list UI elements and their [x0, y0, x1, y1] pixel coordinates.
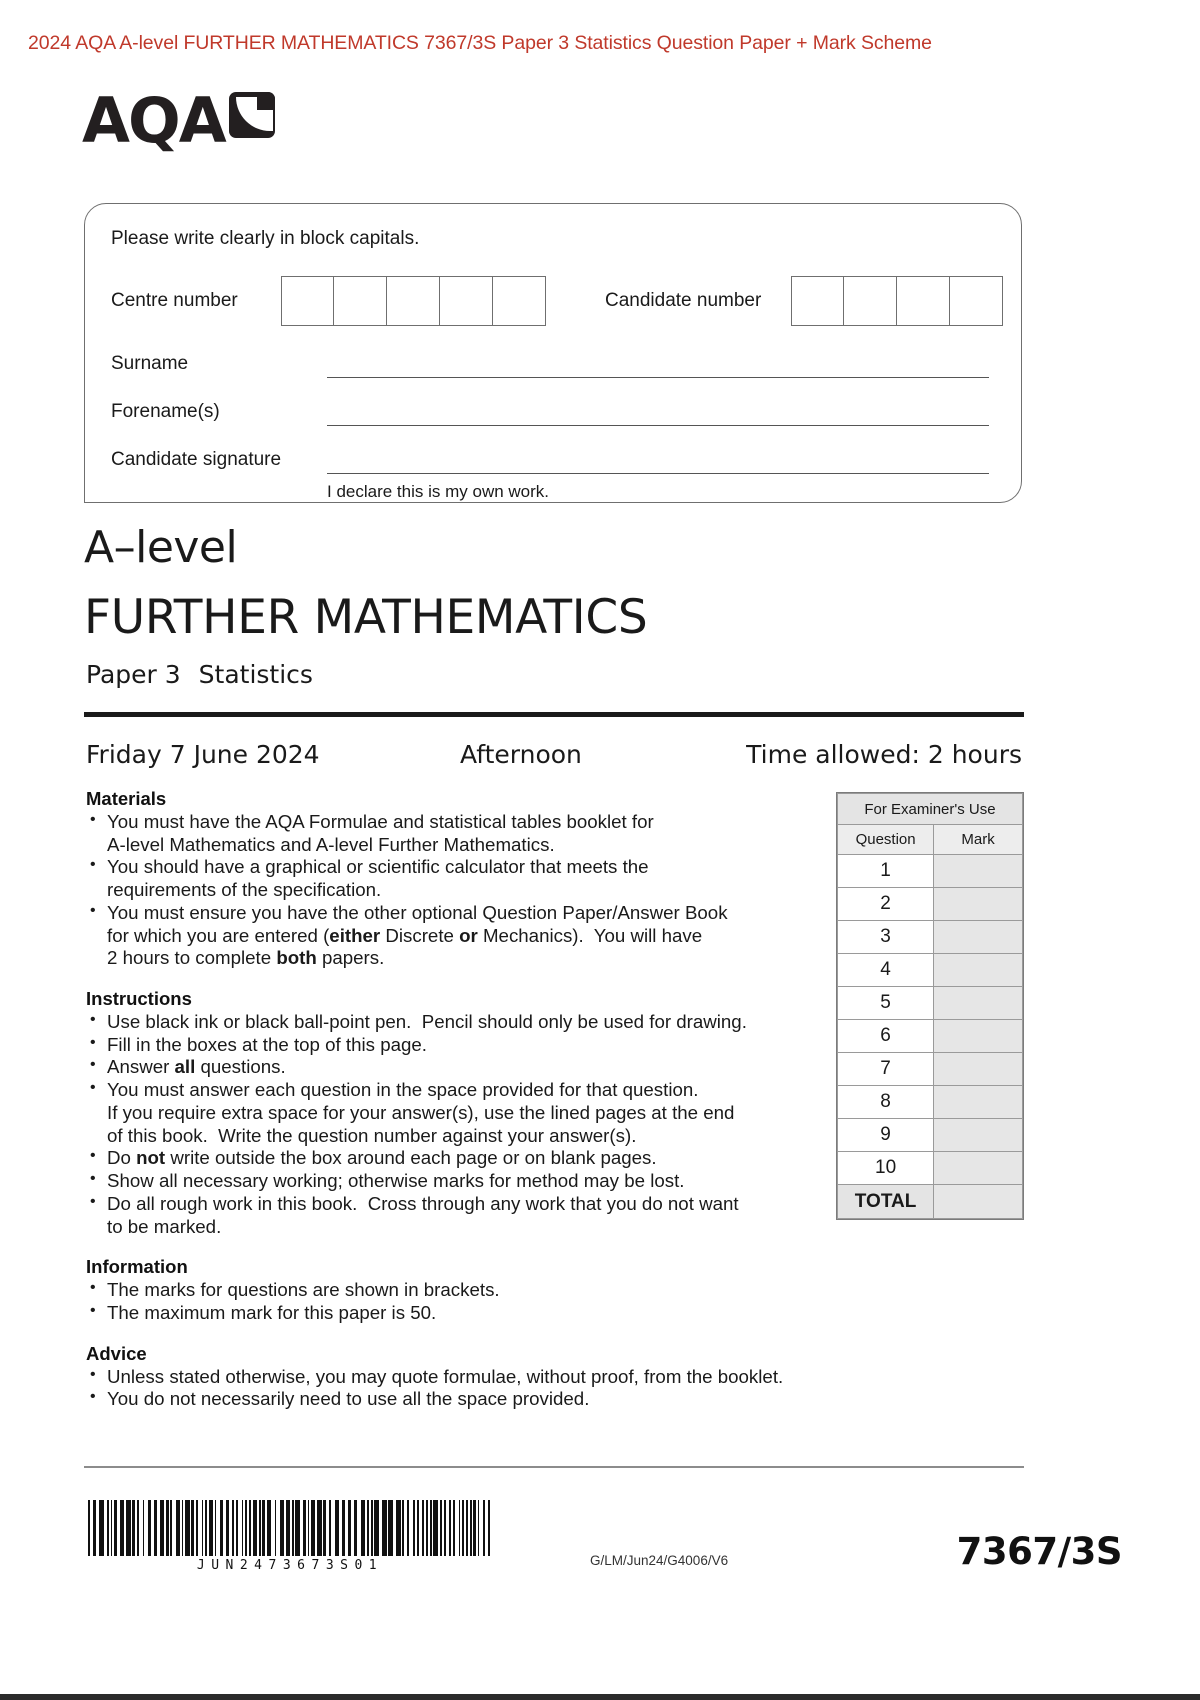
aqa-logo-wordmark: AQA — [82, 84, 225, 157]
question-number: 2 — [838, 888, 934, 921]
centre-number-cell[interactable] — [387, 276, 440, 326]
candidate-number-cell[interactable] — [844, 276, 897, 326]
materials-list — [86, 811, 822, 970]
examiner-col-mark: Mark — [934, 825, 1023, 855]
centre-number-cell[interactable] — [440, 276, 493, 326]
list-item: • Do not write outside the box around each page or on blank pages. — [86, 1147, 822, 1170]
candidate-number-cell[interactable] — [950, 276, 1003, 326]
list-item: • You must have the AQA Formulae and statistical tables booklet for A-level Mathematics and A-level Further Mathematics. — [86, 811, 822, 856]
total-mark-cell[interactable] — [934, 1185, 1023, 1219]
mark-cell[interactable] — [934, 1152, 1023, 1185]
list-item: • Show all necessary working; otherwise marks for method may be lost. — [86, 1170, 822, 1193]
mark-cell[interactable] — [934, 1020, 1023, 1053]
section-heading-information: Information — [86, 1256, 188, 1278]
advice-list — [86, 1366, 822, 1411]
signature-label: Candidate signature — [111, 449, 282, 470]
question-number: 8 — [838, 1086, 934, 1119]
centre-number-cell[interactable] — [334, 276, 387, 326]
declaration-text: I declare this is my own work. — [327, 482, 550, 501]
surname-write-line[interactable] — [327, 377, 989, 378]
table-row — [838, 1086, 1023, 1119]
table-row — [838, 855, 1023, 888]
table-row — [838, 1119, 1023, 1152]
list-item: • Unless stated otherwise, you may quote formulae, without proof, from the booklet. — [86, 1366, 822, 1389]
number-fields-row — [111, 276, 1001, 328]
barcode-digits: JUN2473673S01 — [196, 1558, 384, 1573]
title-divider — [84, 712, 1024, 717]
list-item: • The marks for questions are shown in brackets. — [86, 1279, 822, 1302]
question-number: 5 — [838, 987, 934, 1020]
exam-session: Afternoon — [460, 740, 582, 769]
candidate-number-cell[interactable] — [791, 276, 844, 326]
list-item: • You must ensure you have the other optional Question Paper/Answer Book for which you are entered (either Discrete or Mechanics). You will have 2 hours to complete both papers. — [86, 902, 822, 970]
question-number: 7 — [838, 1053, 934, 1086]
mark-cell[interactable] — [934, 1119, 1023, 1152]
table-row — [838, 1020, 1023, 1053]
mark-cell[interactable] — [934, 921, 1023, 954]
list-item: • Do all rough work in this book. Cross through any work that you do not want to be marked. — [86, 1193, 822, 1238]
list-item: • Fill in the boxes at the top of this page. — [86, 1034, 822, 1057]
table-row — [838, 1152, 1023, 1185]
mark-cell[interactable] — [934, 954, 1023, 987]
signature-field[interactable] — [111, 443, 1001, 491]
question-number: 10 — [838, 1152, 934, 1185]
list-item: • The maximum mark for this paper is 50. — [86, 1302, 822, 1325]
table-row — [838, 954, 1023, 987]
document-reference: G/LM/Jun24/G4006/V6 — [590, 1553, 729, 1568]
information-list — [86, 1279, 822, 1324]
forenames-write-line[interactable] — [327, 425, 989, 426]
centre-number-label: Centre number — [111, 290, 238, 311]
signature-write-line[interactable] — [327, 473, 989, 474]
question-number: 4 — [838, 954, 934, 987]
exam-time-allowed: Time allowed: 2 hours — [746, 740, 1022, 769]
paper-code: 7367/3S — [956, 1530, 1122, 1573]
mark-cell[interactable] — [934, 1053, 1023, 1086]
section-heading-instructions: Instructions — [86, 988, 192, 1010]
examiner-marks-table — [836, 792, 1024, 1220]
centre-number-cell[interactable] — [281, 276, 334, 326]
section-heading-materials: Materials — [86, 788, 167, 809]
aqa-logo — [82, 84, 275, 157]
table-row — [838, 888, 1023, 921]
table-row-total — [838, 1185, 1023, 1219]
centre-number-input[interactable] — [281, 276, 546, 326]
total-label: TOTAL — [838, 1185, 934, 1219]
candidate-number-group — [605, 276, 1003, 326]
question-number: 6 — [838, 1020, 934, 1053]
question-number: 9 — [838, 1119, 934, 1152]
instructions-list — [86, 1011, 822, 1238]
table-row — [838, 1053, 1023, 1086]
block-capitals-note: Please write clearly in block capitals. — [111, 228, 420, 249]
list-item: • You must answer each question in the space provided for that question. If you require extra space for your answer(s), use the lined pages at the end of this book. Write the question number against your answer(s). — [86, 1079, 822, 1147]
mark-cell[interactable] — [934, 888, 1023, 921]
forenames-label: Forename(s) — [111, 401, 220, 422]
qualification-level: A–level — [84, 522, 238, 573]
mark-cell[interactable] — [934, 987, 1023, 1020]
forenames-field[interactable] — [111, 395, 1001, 443]
listing-header-text: 2024 AQA A-level FURTHER MATHEMATICS 7367/3S Paper 3 Statistics Question Paper + Mark Scheme — [28, 32, 932, 54]
centre-number-group — [111, 276, 546, 326]
candidate-number-input[interactable] — [791, 276, 1003, 326]
paper-number: Paper 3 — [86, 660, 181, 689]
list-item: • You should have a graphical or scientific calculator that meets the requirements of the specification. — [86, 856, 822, 901]
question-number: 1 — [838, 855, 934, 888]
list-item: • Use black ink or black ball-point pen. Pencil should only be used for drawing. — [86, 1011, 822, 1034]
subject-title: FURTHER MATHEMATICS — [84, 590, 648, 645]
footer-divider — [84, 1466, 1024, 1468]
surname-field[interactable] — [111, 347, 1001, 395]
examiner-col-question: Question — [838, 825, 934, 855]
exam-details-row — [84, 740, 1024, 776]
mark-cell[interactable] — [934, 855, 1023, 888]
surname-label: Surname — [111, 353, 189, 374]
table-row — [838, 987, 1023, 1020]
paper-option: Statistics — [198, 660, 313, 689]
list-item: • You do not necessarily need to use all the space provided. — [86, 1388, 822, 1411]
candidate-number-label: Candidate number — [605, 290, 762, 311]
candidate-details-box — [84, 203, 1022, 503]
instructions-panel — [86, 788, 822, 1411]
exam-date: Friday 7 June 2024 — [86, 740, 320, 769]
barcode — [88, 1500, 492, 1556]
examiner-table-title: For Examiner's Use — [838, 794, 1023, 825]
aqa-leaf-icon — [229, 92, 275, 138]
table-row — [838, 921, 1023, 954]
list-item: • Answer all questions. — [86, 1056, 822, 1079]
candidate-number-cell[interactable] — [897, 276, 950, 326]
section-heading-advice: Advice — [86, 1342, 147, 1364]
page-bottom-edge — [0, 1694, 1200, 1700]
question-number: 3 — [838, 921, 934, 954]
centre-number-cell[interactable] — [493, 276, 546, 326]
paper-title — [86, 660, 313, 689]
mark-cell[interactable] — [934, 1086, 1023, 1119]
